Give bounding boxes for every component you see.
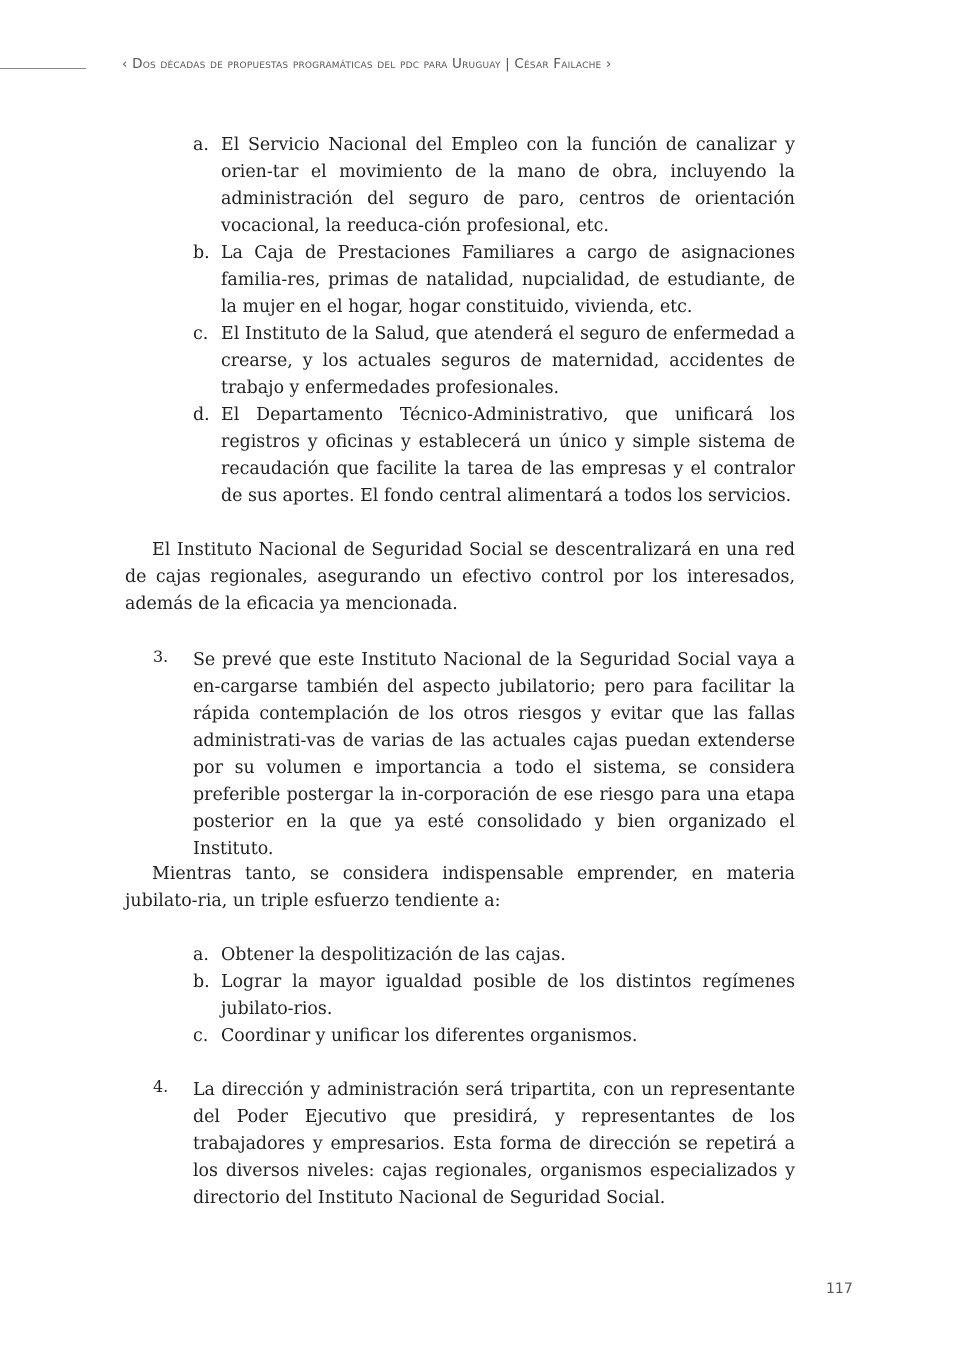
list-marker: a. <box>193 945 209 965</box>
numbered-marker: 3. <box>153 647 169 666</box>
list-item <box>193 132 795 240</box>
numbered-item-4 <box>153 1077 795 1212</box>
list-item-text: Lograr la mayor igualdad posible de los distintos regímenes jubilato-rios. <box>221 972 795 1019</box>
header-book-title: Dos décadas de propuestas programáticas del pdc para Uruguay <box>132 56 501 72</box>
list-item <box>193 321 795 402</box>
header-close-chevron: › <box>601 56 612 72</box>
list-item <box>193 240 795 321</box>
list-item-text: El Departamento Técnico-Administrativo, que unificará los registros y oficinas y establecerá un único y simple sistema de recaudación que facilite la tarea de las empresas y el contralor de sus aportes. El fondo central alimentará a todos los servicios. <box>221 405 795 506</box>
numbered-item-text: La dirección y administración será tripartita, con un representante del Poder Ejecutivo que presidirá, y representantes de los trabajadores y empresarios. Esta forma de dirección se repetirá a los diversos niveles: cajas regionales, organismos especializados y directorio del Instituto Nacional de Seguridad Social. <box>193 1080 795 1208</box>
sub-list-efforts <box>193 942 795 1050</box>
header-open-chevron: ‹ <box>122 56 133 72</box>
list-marker: c. <box>193 1026 209 1046</box>
running-header <box>122 56 842 72</box>
list-marker: c. <box>193 324 209 344</box>
list-item-text: La Caja de Prestaciones Familiares a cargo de asignaciones familia-res, primas de natalidad, nupcialidad, de estudiante, de la mujer en el hogar, hogar constituido, vivienda, etc. <box>221 243 795 317</box>
numbered-item-text: Se prevé que este Instituto Nacional de la Seguridad Social vaya a en-cargarse también del aspecto jubilatorio; pero para facilitar la rápida contemplación de los otros riesgos y evitar que las fallas administrati-vas de varias de las actuales cajas puedan extenderse por su volumen e importancia a todo el sistema, se considera preferible postergar la in-corporación de ese riesgo para una etapa posterior en la que ya esté consolidado y bien organizado el Instituto. <box>193 650 795 859</box>
list-item <box>193 942 795 969</box>
header-rule <box>0 68 86 69</box>
header-author: César Failache <box>514 56 602 72</box>
header-separator: | <box>500 56 515 72</box>
list-item-text: El Servicio Nacional del Empleo con la función de canalizar y orien-tar el movimiento de la mano de obra, incluyendo la administración del seguro de paro, centros de orientación vocacional, la reeduca-ción profesional, etc. <box>221 135 795 236</box>
list-item <box>193 402 795 510</box>
list-item-text: El Instituto de la Salud, que atenderá el seguro de enfermedad a crearse, y los actuales seguros de maternidad, accidentes de trabajo y enfermedades profesionales. <box>221 324 795 398</box>
paragraph-meanwhile: Mientras tanto, se considera indispensable emprender, en materia jubilato-ria, un triple esfuerzo tendiente a: <box>125 864 795 911</box>
list-item-text: Coordinar y unificar los diferentes organismos. <box>221 1026 638 1046</box>
page-number: 117 <box>826 1281 853 1297</box>
list-item <box>193 969 795 1023</box>
list-marker: b. <box>193 243 210 263</box>
numbered-marker: 4. <box>153 1077 169 1096</box>
list-item-text: Obtener la despolitización de las cajas. <box>221 945 566 965</box>
sub-list-institutes <box>193 132 795 510</box>
list-marker: a. <box>193 135 209 155</box>
paragraph-decentralization: El Instituto Nacional de Seguridad Social se descentralizará en una red de cajas regionales, asegurando un efectivo control por los interesados, además de la eficacia ya mencionada. <box>125 540 795 614</box>
list-item <box>193 1023 795 1050</box>
list-marker: d. <box>193 405 210 425</box>
list-marker: b. <box>193 972 210 992</box>
numbered-item-3 <box>153 647 795 863</box>
